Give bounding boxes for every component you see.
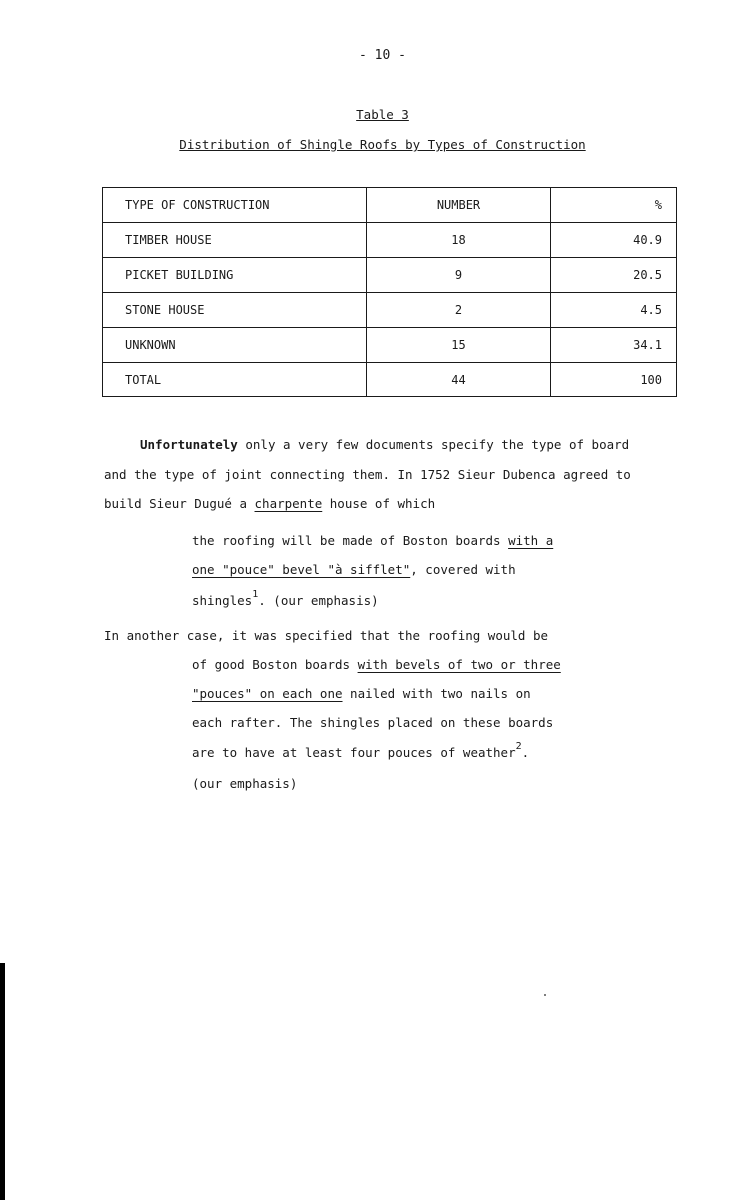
cell-percent: 34.1 — [551, 328, 677, 363]
cell-percent: 40.9 — [551, 223, 677, 258]
total-number: 44 — [367, 363, 551, 397]
text-run: are to have at least four pouces of weather — [192, 745, 516, 760]
text-run: build Sieur Dugué a — [104, 496, 255, 511]
quote-1-line-1 — [192, 533, 553, 548]
header-number: NUMBER — [367, 188, 551, 223]
table-total-row — [103, 363, 677, 397]
cell-number: 18 — [367, 223, 551, 258]
quote-2-line-3: each rafter. The shingles placed on these boards — [192, 715, 554, 730]
paragraph-1-line-1 — [104, 437, 629, 452]
quote-2-line-4 — [192, 741, 530, 760]
text-run: . (our emphasis) — [258, 593, 379, 608]
emphasis: with a — [508, 533, 554, 548]
footnote-ref-2: 2 — [515, 741, 522, 752]
text-run: house of which — [322, 496, 436, 511]
table-header-row — [103, 188, 677, 223]
cell-percent: 4.5 — [551, 293, 677, 328]
table-row — [103, 258, 677, 293]
cell-number: 2 — [367, 293, 551, 328]
table-caption: Distribution of Shingle Roofs by Types of Construction — [179, 137, 586, 152]
scan-edge-bar — [0, 963, 5, 1200]
table-row — [103, 328, 677, 363]
cell-number: 15 — [367, 328, 551, 363]
paragraph-1-line-2: and the type of joint connecting them. In 1752 Sieur Dubenca agreed to — [104, 467, 631, 482]
quote-2-line-2 — [192, 686, 531, 701]
text-run: shingles — [192, 593, 253, 608]
table-label: Table 3 — [356, 107, 409, 122]
total-label: TOTAL — [103, 363, 367, 397]
quote-1-line-2 — [192, 562, 516, 577]
text-run: only a very few documents specify the type of board — [237, 437, 630, 452]
text-run: of good Boston boards — [192, 657, 358, 672]
cell-number: 9 — [367, 258, 551, 293]
scan-speck — [544, 994, 546, 996]
header-type: TYPE OF CONSTRUCTION — [103, 188, 367, 223]
paragraph-2-line-1: In another case, it was specified that the roofing would be — [104, 628, 549, 643]
quote-2-line-1 — [192, 657, 561, 672]
construction-table — [102, 187, 677, 397]
cell-type: UNKNOWN — [103, 328, 367, 363]
cell-type: STONE HOUSE — [103, 293, 367, 328]
text-run: nailed with two nails on — [342, 686, 531, 701]
text-run: , covered with — [410, 562, 516, 577]
header-percent: % — [551, 188, 677, 223]
quote-2-line-5: (our emphasis) — [192, 776, 298, 791]
cell-type: PICKET BUILDING — [103, 258, 367, 293]
table-row — [103, 223, 677, 258]
total-percent: 100 — [551, 363, 677, 397]
bold-word: Unfortunately — [140, 437, 238, 452]
cell-type: TIMBER HOUSE — [103, 223, 367, 258]
emphasis: one "pouce" bevel "à sifflet" — [192, 562, 411, 577]
footnote-ref-1: 1 — [252, 589, 259, 600]
emphasis: with bevels of two or three — [357, 657, 561, 672]
cell-percent: 20.5 — [551, 258, 677, 293]
page-number: - 10 - — [359, 48, 406, 63]
quote-1-line-3 — [192, 589, 379, 608]
emphasis-charpente: charpente — [254, 496, 323, 511]
text-run: . — [521, 745, 530, 760]
text-run: the roofing will be made of Boston boards — [192, 533, 509, 548]
table-row — [103, 293, 677, 328]
paragraph-1-line-3 — [104, 496, 435, 511]
emphasis: "pouces" on each one — [192, 686, 343, 701]
